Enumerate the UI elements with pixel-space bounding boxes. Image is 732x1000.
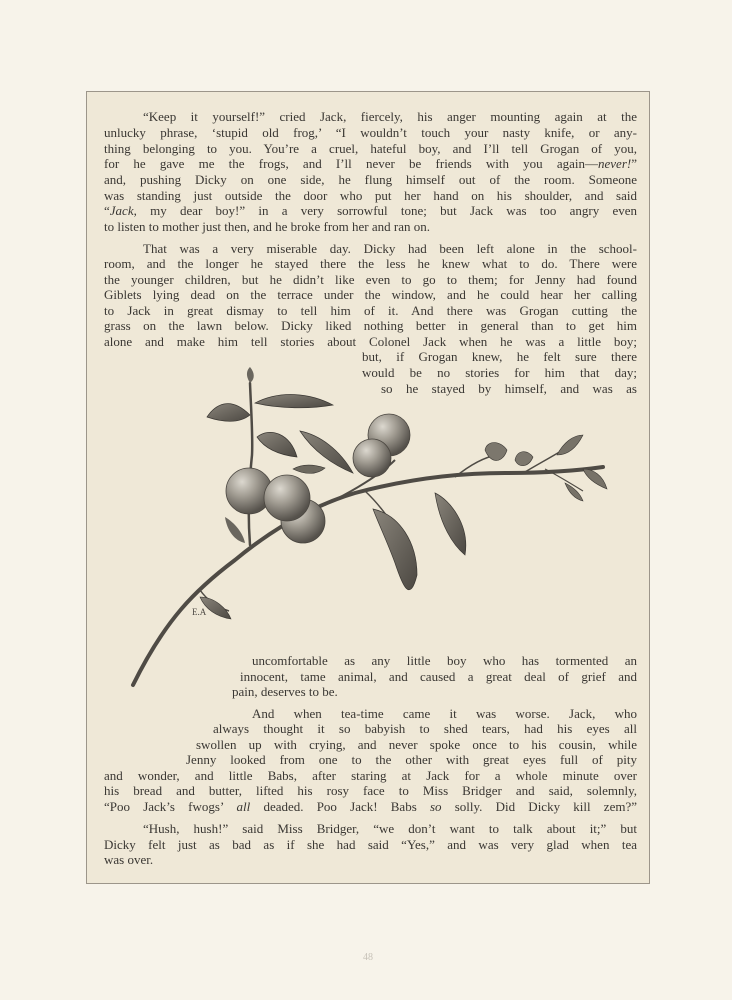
text-line: but, if Grogan knew, he felt sure there (362, 349, 637, 364)
text-line: “Hush, hush!” said Miss Bridger, “we don’t want to talk about it;” but (143, 821, 637, 836)
text-line: always thought it so babyish to shed tears, had his eyes all (213, 721, 637, 736)
text-line: unlucky phrase, ‘stupid old frog,’ “I wouldn’t touch your nasty knife, or any- (104, 125, 637, 140)
text-line: grass on the lawn below. Dicky liked nothing better in general than to get him (104, 318, 637, 333)
text-line: Giblets lying dead on the terrace under the window, and he could hear her calling (104, 287, 637, 302)
text-line: “Poo Jack’s fwogs’ all deaded. Poo Jack! Babs so solly. Did Dicky kill zem?” (104, 799, 637, 814)
text-line: would be no stories for him that day; (362, 365, 637, 380)
text-line: Dicky felt just as bad as if she had said “Yes,” and was very glad when tea (104, 837, 637, 852)
text-line: Jenny looked from one to the other with great eyes full of pity (186, 752, 637, 767)
text-line: was over. (104, 852, 154, 867)
text-line: to Jack in great dismay to tell him of it. And there was Grogan cutting the (104, 303, 637, 318)
text-line: and wonder, and little Babs, after staring at Jack for a whole minute over (104, 768, 637, 783)
text-line: “Keep it yourself!” cried Jack, fiercely, his anger mounting again at the (143, 109, 637, 124)
fruit-branch-illustration (125, 365, 615, 695)
text-line: was standing just outside the door who put her hand on his shoulder, and said (104, 188, 637, 203)
text-line: alone and make him tell stories about Colonel Jack when he was a little boy; (104, 334, 637, 349)
text-line: innocent, tame animal, and caused a great deal of grief and (240, 669, 637, 684)
text-line: That was a very miserable day. Dicky had been left alone in the school- (143, 241, 637, 256)
text-line: And when tea-time came it was worse. Jack, who (252, 706, 637, 721)
text-line: and, pushing Dicky on one side, he flung himself out of the room. Someone (104, 172, 637, 187)
text-line: the younger children, but he didn’t like even to go to them; for Jenny had found (104, 272, 637, 287)
text-line: swollen up with crying, and never spoke once to his cousin, while (196, 737, 637, 752)
illustrator-monogram: E.A (192, 607, 207, 617)
text-line: uncomfortable as any little boy who has tormented an (252, 653, 637, 668)
text-line: for he gave me the frogs, and I’ll never be friends with you again—never!” (104, 156, 637, 171)
text-line: his bread and butter, lifted his rosy face to Miss Bridger and said, solemnly, (104, 783, 637, 798)
page-number: 48 (363, 952, 373, 963)
text-line: so he stayed by himself, and was as (381, 381, 637, 396)
text-line: “Jack, my dear boy!” in a very sorrowful tone; but Jack was too angry even (104, 203, 637, 218)
text-line: room, and the longer he stayed there the less he knew what to do. There were (104, 256, 637, 271)
text-line: thing belonging to you. You’re a cruel, hateful boy, and I’ll tell Grogan of you, (104, 141, 637, 156)
text-line: to listen to mother just then, and he broke from her and ran on. (104, 219, 431, 234)
text-line: pain, deserves to be. (232, 684, 338, 699)
